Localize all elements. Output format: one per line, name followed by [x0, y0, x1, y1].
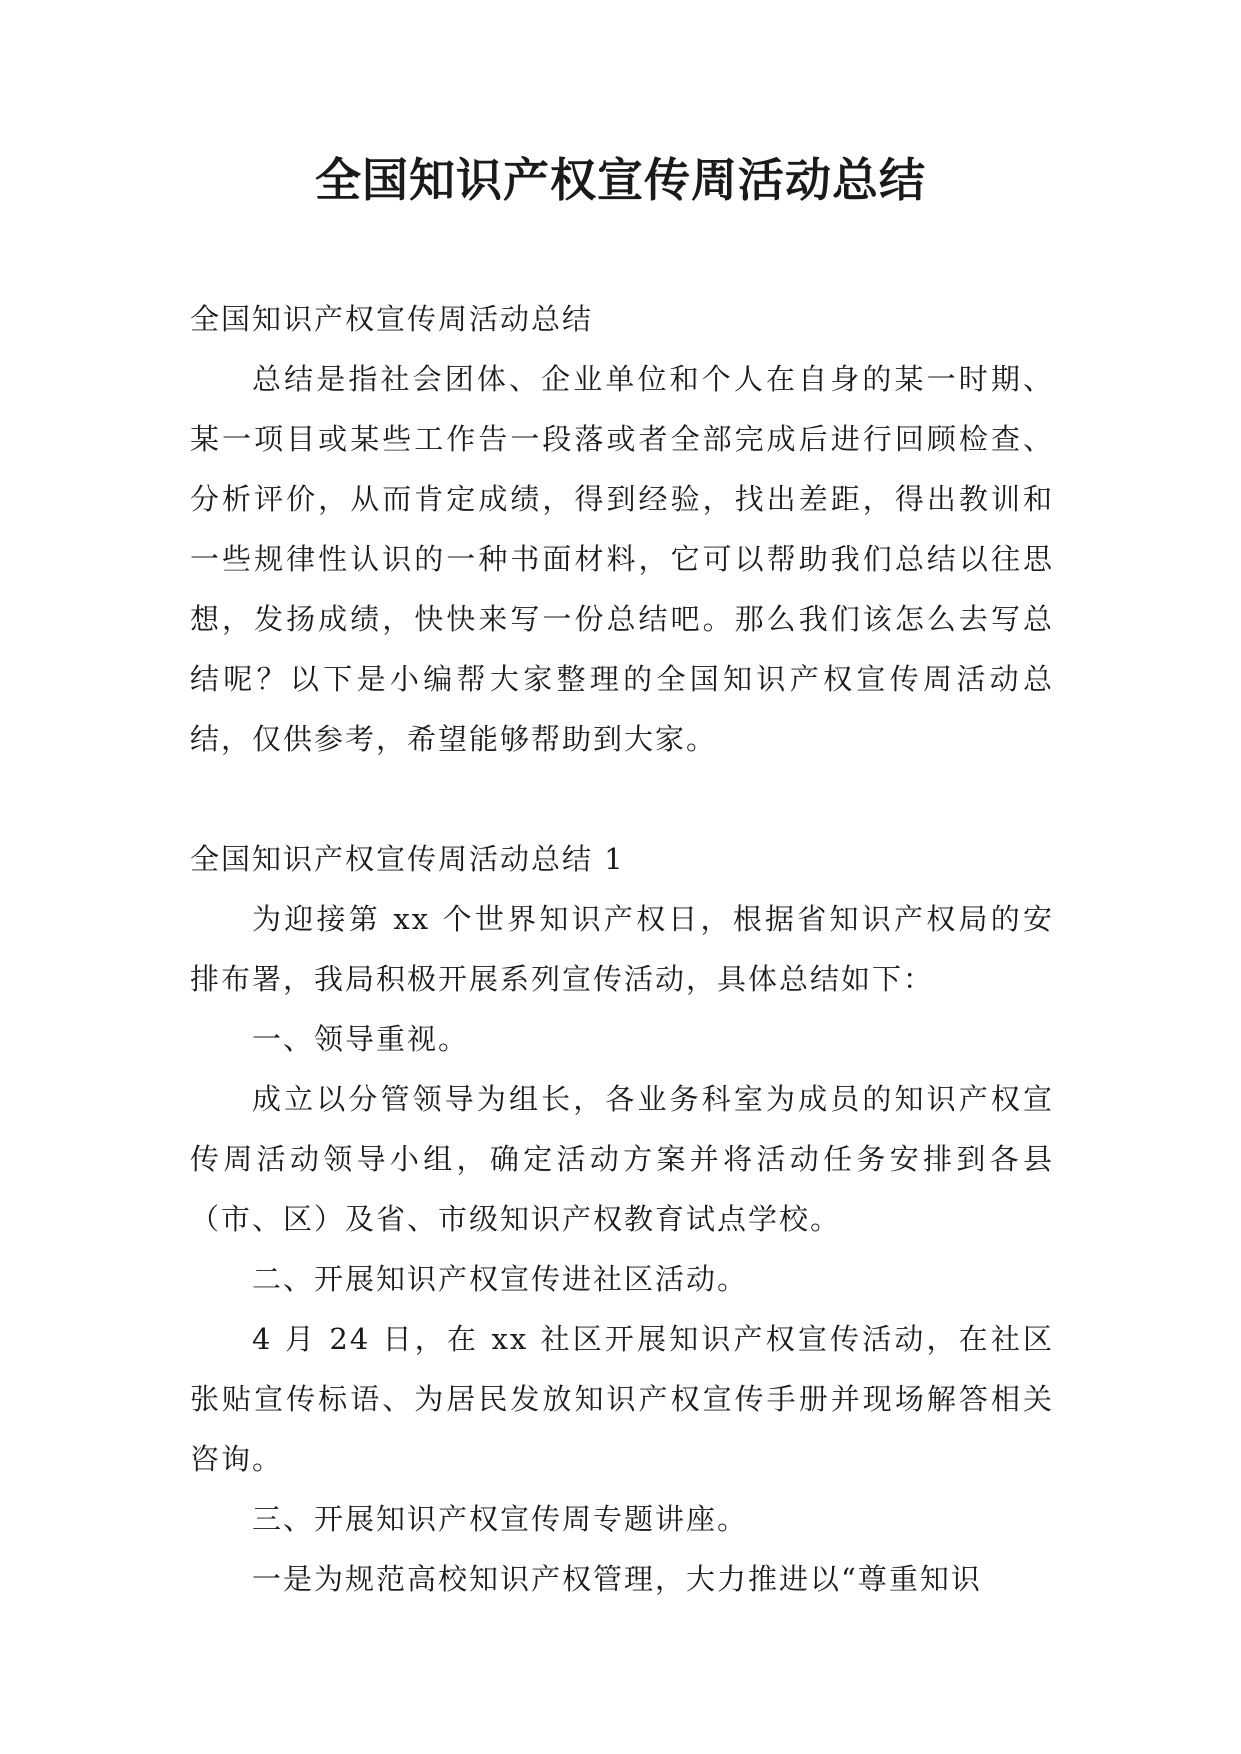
subsection-heading: 二、开展知识产权宣传进社区活动。 — [252, 1262, 749, 1296]
paragraph: 4 月 24 日，在 xx 社区开展知识产权宣传活动，在社区张贴宣传标语、为居民发放知识产权宣传手册并现场解答相关咨询。 — [190, 1322, 1054, 1476]
subsection-heading: 一、领导重视。 — [252, 1022, 470, 1056]
document-body — [190, 289, 1054, 1609]
paragraph: 成立以分管领导为组长，各业务科室为成员的知识产权宣传周活动领导小组，确定活动方案并将活动任务安排到各县（市、区）及省、市级知识产权教育试点学校。 — [190, 1082, 1054, 1236]
paragraph: 为迎接第 xx 个世界知识产权日，根据省知识产权局的安排布署，我局积极开展系列宣传活动，具体总结如下： — [190, 902, 1054, 996]
document-title: 全国知识产权宣传周活动总结 — [315, 153, 926, 207]
paragraph: 一是为规范高校知识产权管理，大力推进以“尊重知识 — [252, 1562, 982, 1596]
paragraph-heading: 全国知识产权宣传周活动总结 — [190, 302, 594, 336]
paragraph: 总结是指社会团体、企业单位和个人在自身的某一时期、某一项目或某些工作告一段落或者全部完成后进行回顾检查、分析评价，从而肯定成绩，得到经验，找出差距，得出教训和一些规律性认识的一种书面材料，它可以帮助我们总结以往思想，发扬成绩，快快来写一份总结吧。那么我们该怎么去写总结呢？以下是小编帮大家整理的全国知识产权宣传周活动总结，仅供参考，希望能够帮助到大家。 — [190, 362, 1054, 756]
section-heading: 全国知识产权宣传周活动总结 1 — [190, 842, 625, 876]
subsection-heading: 三、开展知识产权宣传周专题讲座。 — [252, 1502, 749, 1536]
